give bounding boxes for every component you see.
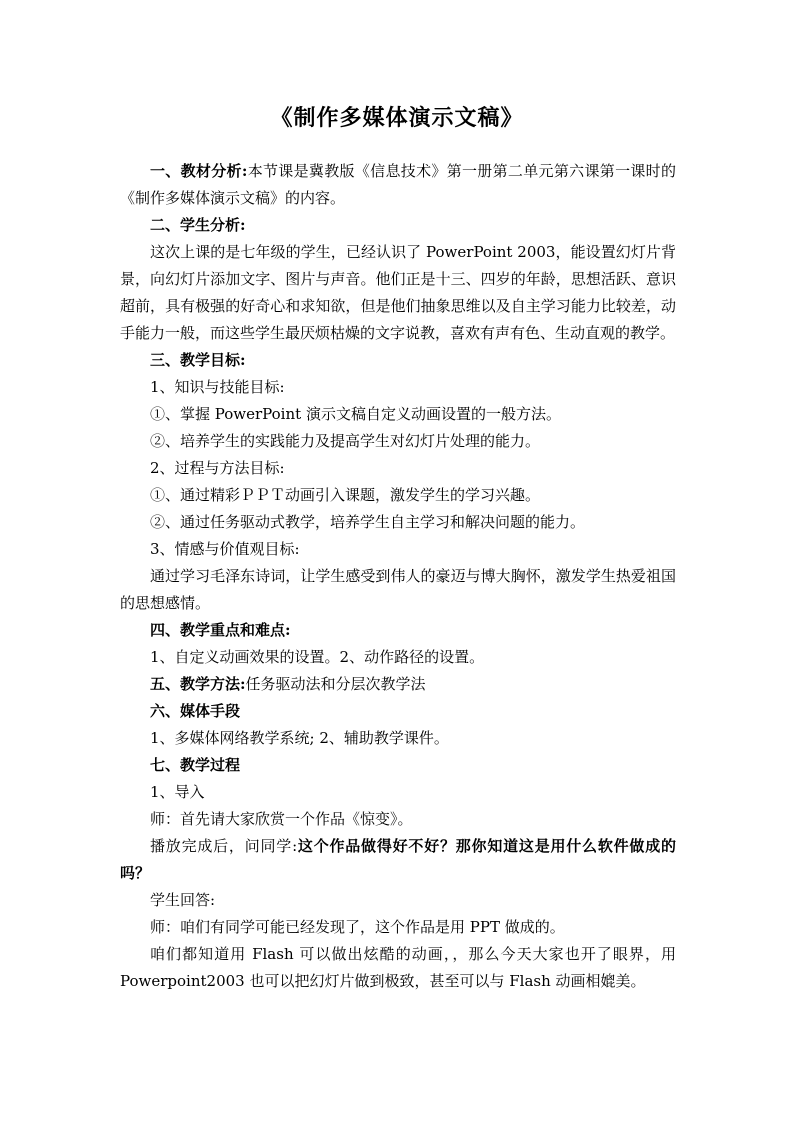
section-2-heading: 二、学生分析: — [150, 216, 246, 234]
teacher-line-2: 师：咱们有同学可能已经发现了，这个作品是用 PPT 做成的。 — [150, 918, 565, 936]
document-title: 《制作多媒体演示文稿》 — [270, 105, 524, 131]
goal-2-item-b: ②、通过任务驱动式教学，培养学生自主学习和解决问题的能力。 — [150, 513, 586, 531]
section-1-paragraph — [120, 158, 676, 212]
section-6-heading: 六、媒体手段 — [150, 702, 241, 720]
goal-1-item-b: ②、培养学生的实践能力及提高学生对幻灯片处理的能力。 — [150, 432, 541, 450]
teacher-line-1: 师：首先请大家欣赏一个作品《惊变》。 — [150, 810, 413, 828]
section-6-text: 1、多媒体网络教学系统; 2、辅助教学课件。 — [150, 729, 449, 747]
student-answer-line: 学生回答: — [150, 891, 216, 909]
goal-2-heading: 2、过程与方法目标: — [150, 459, 285, 477]
section-5-paragraph — [120, 671, 676, 698]
goal-3-heading: 3、情感与价值观目标: — [150, 540, 300, 558]
question-text: 这个作品做得好不好？那你知道这是用什么软件做成的吗？ — [120, 837, 676, 882]
section-5-text: 任务驱动法和分层次教学法 — [245, 675, 426, 693]
section-1-text: 本节课是冀教版《信息技术》第一册第二单元第六课第一课时的《制作多媒体演示文稿》的内容。 — [120, 162, 676, 207]
document-body — [120, 158, 676, 995]
teacher-line-3: 咱们都知道用 Flash 可以做出炫酷的动画，，那么今天大家也开了眼界，用 Powerpoint2003 也可以把幻灯片做到极致，甚至可以与 Flash 动画相媲美。 — [120, 945, 676, 990]
goal-1-heading: 1、知识与技能目标: — [150, 378, 285, 396]
section-7-heading: 七、教学过程 — [150, 756, 241, 774]
section-5-heading: 五、教学方法: — [150, 675, 246, 693]
question-intro: 播放完成后，问同学: — [150, 837, 298, 855]
section-4-heading: 四、教学重点和难点: — [150, 621, 291, 639]
goal-1-item-a: ①、掌握 PowerPoint 演示文稿自定义动画设置的一般方法。 — [150, 405, 561, 423]
question-paragraph — [120, 833, 676, 887]
section-4-text: 1、自定义动画效果的设置。2、动作路径的设置。 — [150, 648, 485, 666]
section-2-text: 这次上课的是七年级的学生，已经认识了 PowerPoint 2003，能设置幻灯片背景，向幻灯片添加文字、图片与声音。他们正是十三、四岁的年龄，思想活跃、意识超前，具有极强的好奇心和求知欲，但是他们抽象思维以及自主学习能力比较差，动手能力一般，而这些学生最厌烦枯燥的文字说教，喜欢有声有色、生动直观的教学。 — [120, 243, 676, 342]
section-1-heading: 一、教材分析: — [150, 162, 248, 180]
section-3-heading: 三、教学目标: — [150, 351, 246, 369]
step-1-heading: 1、导入 — [150, 783, 205, 801]
goal-3-text: 通过学习毛泽东诗词，让学生感受到伟人的豪迈与博大胸怀，激发学生热爱祖国的思想感情。 — [120, 567, 676, 612]
goal-2-item-a: ①、通过精彩ＰＰＴ动画引入课题，激发学生的学习兴趣。 — [150, 486, 541, 504]
